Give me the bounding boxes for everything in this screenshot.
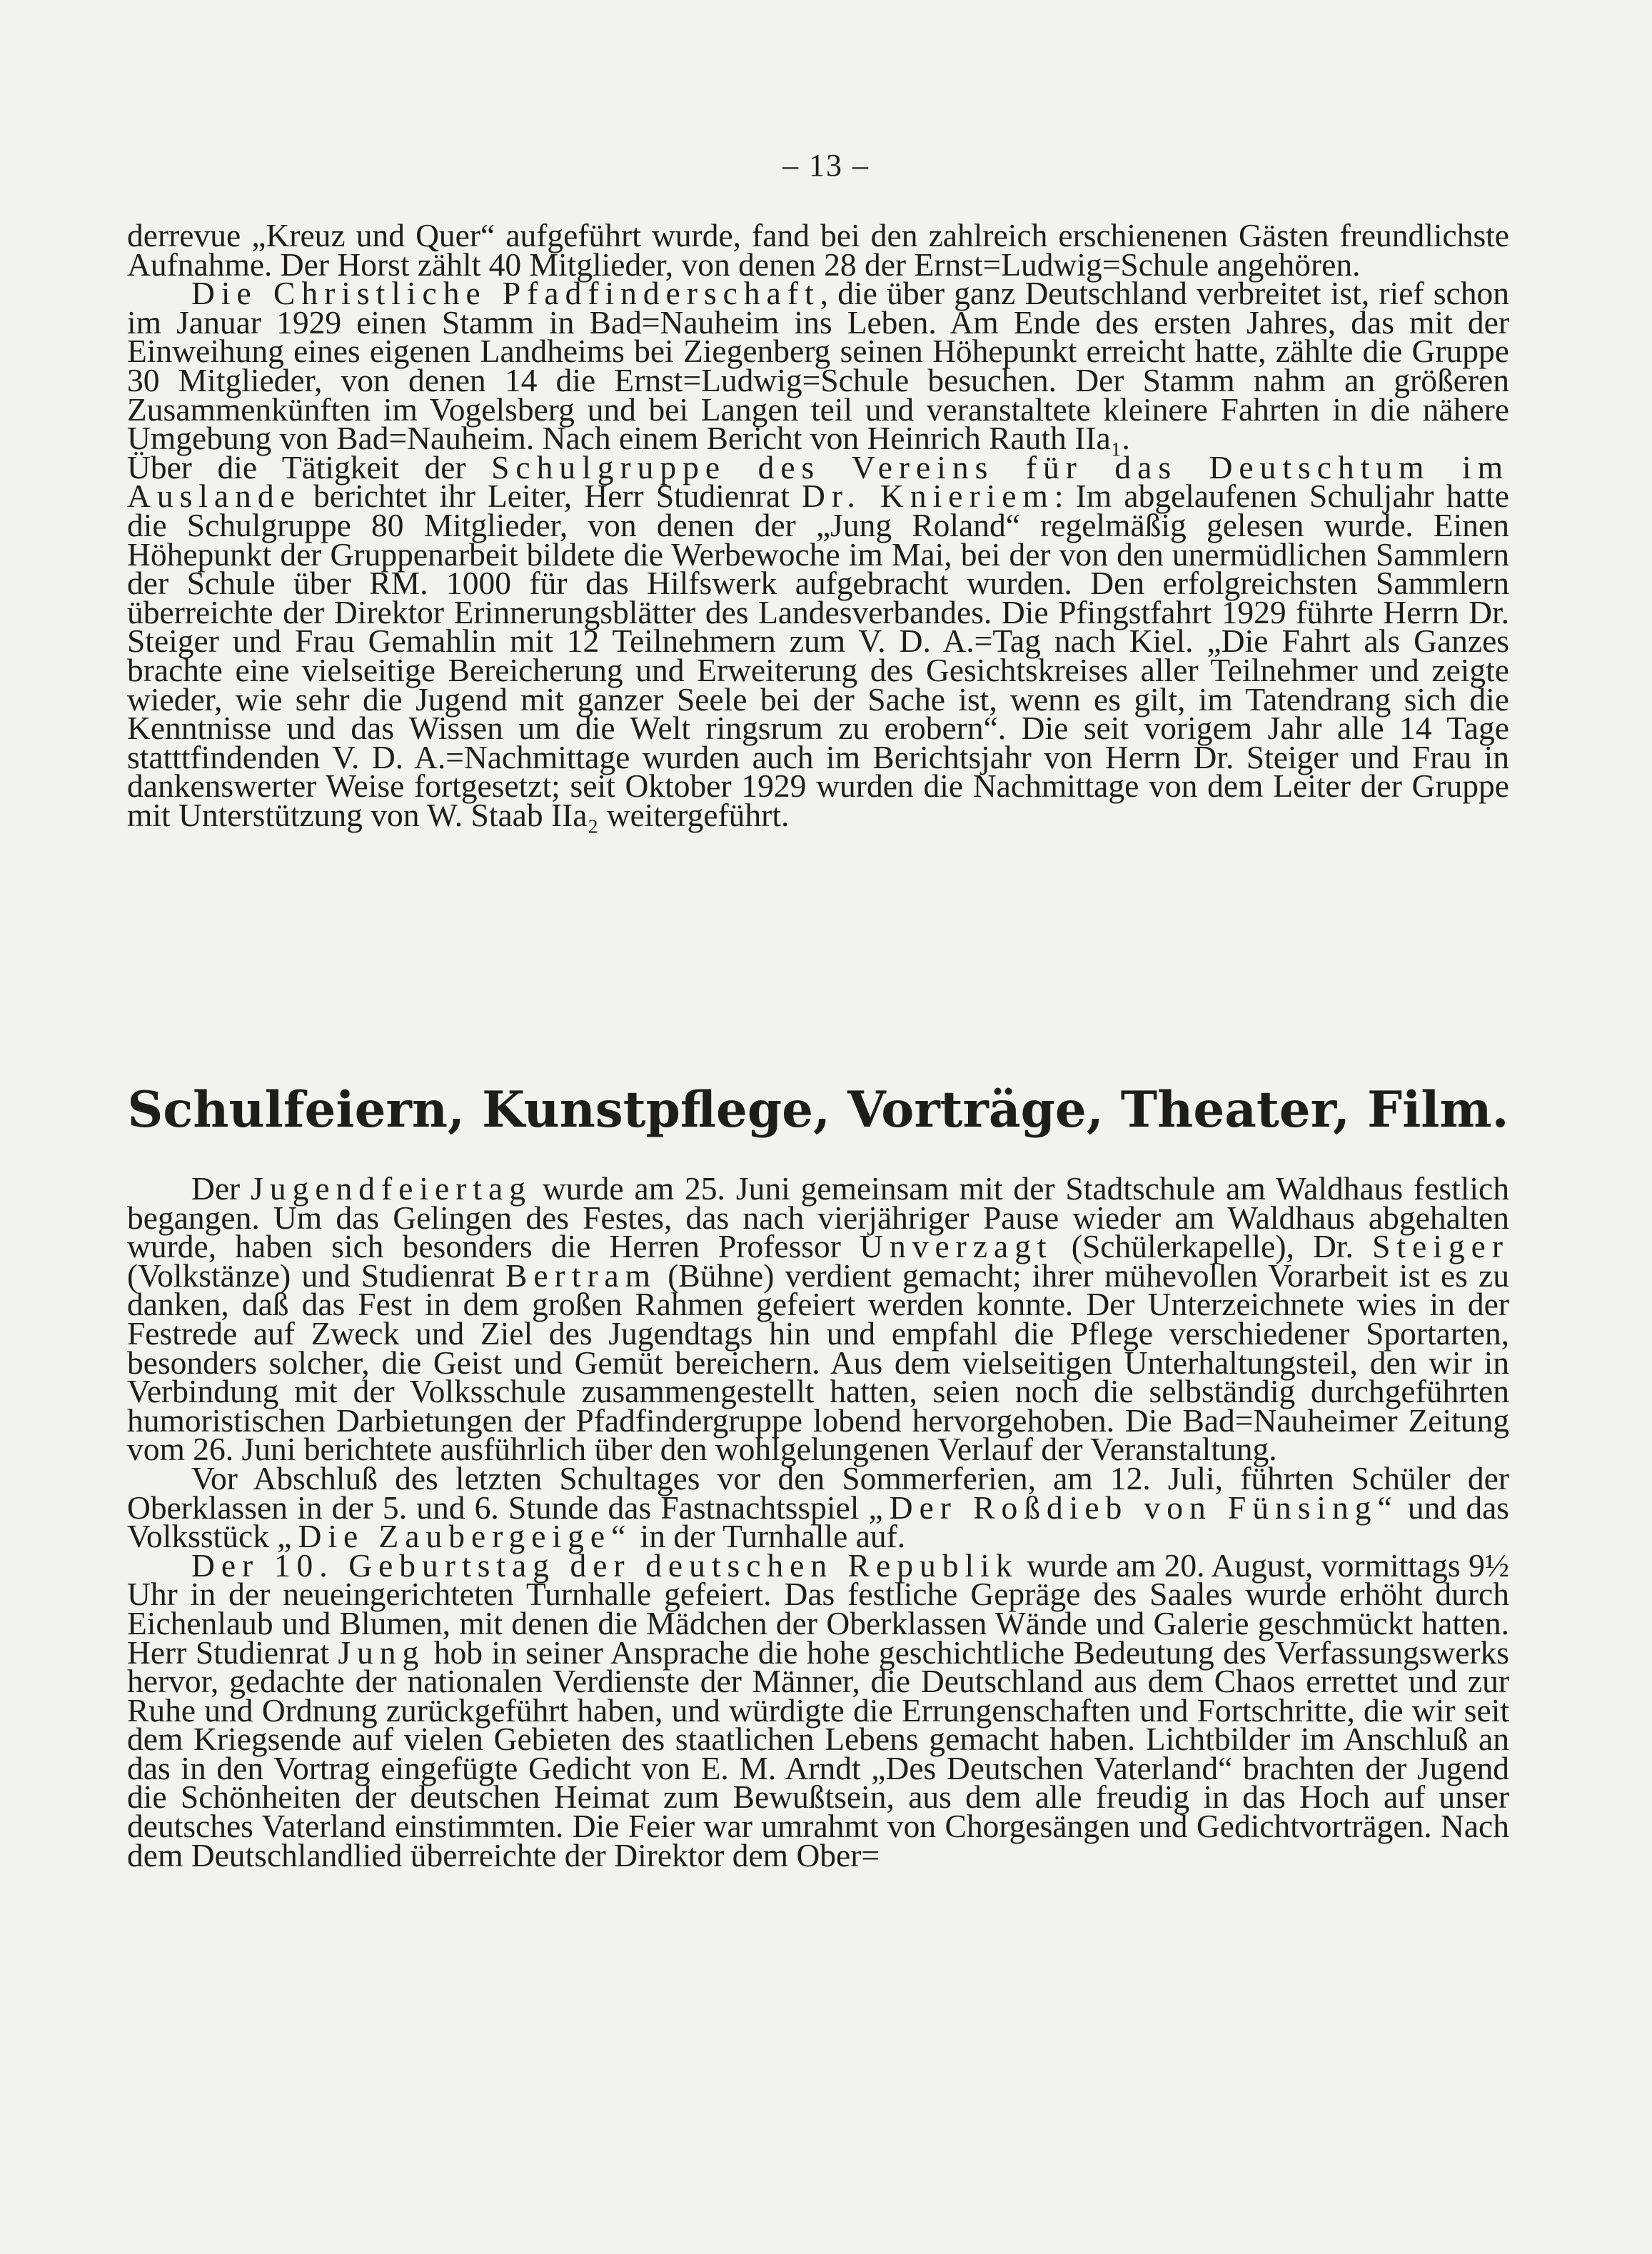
spaced-name: Dr. Knieriem	[802, 478, 1054, 515]
paragraph-text: hob in seiner Ansprache die hohe geschichtliche Bedeutung des Verfassungswerks hervor, gedachte der nationalen Verdienste der Männer, die Deutschland aus dem Chaos errettet und zur Ruhe und Ordnung zurückgeführt haben, und würdigte die Errungenschaften und Fortschritte, die wir seit dem Kriegsende auf vielen Gebieten des staatlichen Lebens gemacht haben. Lichtbilder im Anschluß an das in den Vortrag eingefügte Gedicht von E. M. Arndt „Des Deutschen Vaterland“ brachten der Jugend die Schönheiten der deutschen Heimat zum Bewußtsein, aus dem alle freudig in das Hoch auf unser deutsches Vaterland einstimmten. Die Feier war umrahmt von Chorgesängen und Gedichtvorträgen. Nach dem Deutschlandlied überreichte der Direktor dem Ober=	[127, 1634, 1509, 1873]
paragraph-revue	[127, 217, 1509, 283]
paragraph-text: Der	[191, 1170, 251, 1207]
paragraph-text: berichtet ihr Leiter, Herr Studienrat	[301, 478, 802, 515]
spaced-name: Jung	[338, 1634, 425, 1671]
paragraph-text: Vor Abschluß des letzten Schultages vor den Sommerferien, am 12. Juli, führten Schüler der Oberklassen in der 5. und 6. Stunde das Fastnachtsspiel	[127, 1459, 1509, 1526]
paragraph-text: : Im abgelaufenen Schuljahr hatte die Schulgruppe 80 Mitglieder, von denen der „Jung Roland“ regelmäßig gelesen wurde. Einen Höhepunkt der Gruppenarbeit bildete die Werbewoche im Mai, bei der von den unermüdlichen Sammlern der Schule über RM. 1000 für das Hilfswerk aufgebracht wurden. Den erfolgreichsten Sammlern überreichte der Direktor Erinnerungsblätter des Landesverbandes. Die Pfingstfahrt 1929 führte Herrn Dr. Steiger und Frau Gemahlin mit 12 Teilnehmern zum V. D. A.=Tag nach Kiel. „Die Fahrt als Ganzes brachte eine vielseitige Bereicherung und Erweiterung des Gesichtskreises aller Teilnehmer und zeigte wieder, wie sehr die Jugend mit ganzer Seele bei der Sache ist, wenn es gilt, im Tatendrang sich die Kenntnisse und das Wissen um die Welt ringsrum zu erobern“. Die seit vorigem Jahr alle 14 Tage statttfindenden V. D. A.=Nachmittage wurden auch im Berichtsjahr von Herrn Dr. Steiger und Frau in dankenswerter Weise fortgesetzt; seit Oktober 1929 wurden die Nachmittage von dem Leiter der Gruppe mit Unterstützung von W. Staab IIa₂ weitergeführt.	[127, 478, 1509, 833]
text-block-upper	[127, 217, 1509, 833]
section-heading: Schulfeiern, Kunstpflege, Vorträge, Theater, Film.	[127, 1081, 1509, 1139]
paragraph-republik	[127, 1546, 1510, 1873]
spaced-heading: Der 10. Geburtstag der deutschen Republik	[191, 1546, 1019, 1584]
paragraph-vda-schulgruppe	[127, 448, 1509, 833]
text-block-lower	[127, 1170, 1510, 1873]
paragraph-schauspiel	[127, 1459, 1510, 1555]
spaced-title: „Der Roßdieb von Fünsing“	[868, 1489, 1399, 1526]
spaced-heading: Jugendfeiertag	[251, 1170, 532, 1207]
spaced-title: „Die Zaubergeige“	[277, 1518, 633, 1555]
paragraph-text: derrevue „Kreuz und Quer“ aufgeführt wurde, fand bei den zahlreich erschienenen Gästen freundlichste Aufnahme. Der Horst zählt 40 Mitglieder, von denen 28 der Ernst=Ludwig=Schule angehören.	[127, 217, 1509, 283]
spaced-name: Steiger	[1372, 1228, 1509, 1265]
paragraph-text: (Volkstänze) und Studienrat	[127, 1257, 505, 1294]
paragraph-jugendfeiertag	[127, 1170, 1509, 1468]
paragraph-text: wurde am 25. Juni gemeinsam mit der Stadtschule am Waldhaus festlich begangen. Um das Gelingen des Festes, das nach vierjähriger Pause wieder am Waldhaus abgehalten wurde, haben sich besonders die Herren Professor	[127, 1170, 1509, 1265]
paragraph-text: Über die Tätigkeit der	[127, 448, 492, 485]
paragraph-text: und das Volksstück	[127, 1489, 1510, 1555]
spaced-heading: Schulgruppe des Vereins für das Deutschtum im Auslande	[127, 448, 1509, 515]
paragraph-text: , die über ganz Deutschland verbreitet ist, rief schon im Januar 1929 einen Stamm in Bad=Nauheim ins Leben. Am Ende des ersten Jahres, das mit der Einweihung eines eigenen Landheims bei Ziegenberg seinen Höhepunkt erreicht hatte, zählte die Gruppe 30 Mitglieder, von denen 14 die Ernst=Ludwig=Schule besuchen. Der Stamm nahm an größeren Zusammenkünften im Vogelsberg und bei Langen teil und veranstaltete kleinere Fahrten in die nähere Umgebung von Bad=Nauheim. Nach einem Bericht von Heinrich Rauth IIa₁.	[127, 275, 1509, 457]
paragraph-pfadfinderschaft	[127, 275, 1509, 457]
spaced-name: Unverzagt	[860, 1228, 1053, 1265]
paragraph-text: wurde am 20. August, vormittags 9½ Uhr in der neueingerichteten Turnhalle gefeiert. Das festliche Gepräge des Saales wurde erhöht durch Eichenlaub und Blumen, mit denen die Mädchen der Oberklassen Wände und Galerie geschmückt hatten. Herr Studienrat	[127, 1546, 1510, 1671]
paragraph-text: (Schülerkapelle), Dr.	[1052, 1228, 1373, 1265]
paragraph-text: in der Turnhalle auf.	[632, 1518, 906, 1555]
spaced-heading: Die Christliche Pfadfinderschaft	[191, 275, 820, 312]
page-number: – 13 –	[782, 148, 870, 183]
spaced-name: Bertram	[505, 1257, 658, 1294]
paragraph-text: (Bühne) verdient gemacht; ihrer mühevollen Vorarbeit ist es zu danken, daß das Fest in dem großen Rahmen gefeiert werden konnte. Der Unterzeichnete wies in der Festrede auf Zweck und Ziel des Jugendtags hin und empfahl die Pflege verschiedener Sportarten, besonders solcher, die Geist und Gemüt bereichern. Aus dem vielseitigen Unterhaltungsteil, den wir in Verbindung mit der Volksschule zusammengestellt hatten, seien noch die selbständig durchgeführten humoristischen Darbietungen der Pfadfindergruppe lobend hervorgehoben. Die Bad=Nauheimer Zeitung vom 26. Juni berichtete ausführlich über den wohlgelungenen Verlauf der Veranstaltung.	[127, 1257, 1509, 1468]
